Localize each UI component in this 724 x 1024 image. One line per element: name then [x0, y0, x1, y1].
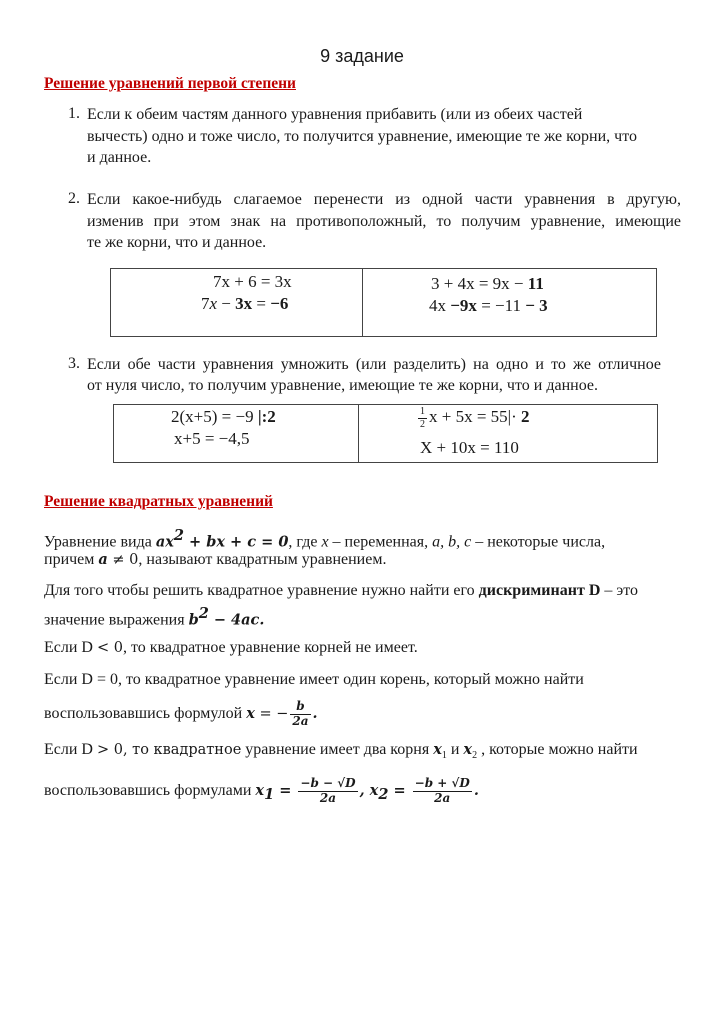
text-segment: Если D	[44, 741, 97, 758]
paragraph-line	[44, 550, 386, 570]
text-segment: x + 5x = 55|·	[429, 407, 521, 426]
text-segment: значение выражения	[44, 611, 189, 629]
paragraph-line	[44, 670, 584, 690]
text-segment: −	[217, 294, 236, 313]
example-table-2	[113, 404, 658, 463]
paragraph-line	[44, 638, 418, 658]
text-segment: x	[463, 741, 473, 758]
list-item-1-line	[87, 105, 582, 125]
text-segment: от нуля число, то получим уравнение, имеющие те же корни, что и данное.	[87, 377, 598, 394]
list-item-3-line	[87, 376, 598, 396]
text-segment: Если обе части уравнения умножить (или разделить) на одно и то же отличное	[87, 356, 661, 373]
example-table-1	[110, 268, 657, 337]
text-segment: − 3	[525, 296, 548, 315]
text-segment: изменив при этом знак на противоположный, то получим уравнение, имеющие	[87, 213, 681, 230]
text-segment: − 4ac.	[208, 611, 265, 629]
subscript: 1	[264, 786, 275, 804]
text-segment: < 0	[96, 640, 123, 656]
text-segment: , x	[359, 781, 379, 799]
paragraph-line	[44, 740, 638, 766]
text-segment: −6	[270, 294, 289, 313]
fraction	[298, 777, 357, 806]
text-segment: x	[255, 781, 265, 799]
text-segment: 3 + 4x = 9x −	[431, 274, 528, 293]
text-segment: 7	[201, 294, 210, 313]
text-segment: x	[246, 704, 255, 722]
text-segment: x+5 = −4,5	[174, 429, 250, 448]
text-segment: =	[274, 781, 297, 799]
text-segment: b	[188, 611, 199, 629]
text-segment: 4x	[429, 296, 451, 315]
text-segment: и данное.	[87, 149, 152, 166]
table-cell-right-line	[420, 437, 519, 459]
list-number: 3.	[68, 355, 80, 372]
text-segment: 2(x+5) = −9	[171, 407, 258, 426]
table-cell-left-line	[213, 271, 292, 293]
text-segment: Если D = 0, то квадратное уравнение имеет один корень, который можно найти	[44, 671, 584, 688]
text-segment: 2	[521, 407, 530, 426]
text-segment: > 0, то квадратное	[96, 742, 242, 758]
text-segment: x	[321, 533, 329, 551]
text-segment: , называют квадратным уравнением.	[138, 551, 387, 568]
fraction-denominator: 2a	[319, 790, 337, 805]
text-segment: ax	[155, 533, 174, 551]
text-segment: .	[312, 704, 318, 722]
paragraph-line	[44, 777, 479, 806]
list-item-1-line	[87, 148, 151, 168]
text-segment: a	[98, 551, 108, 568]
text-segment: x	[433, 741, 442, 758]
fraction-numerator: 1	[420, 406, 425, 418]
table-cell-right-line	[429, 295, 548, 317]
text-segment: x	[209, 294, 218, 313]
text-segment: Для того чтобы решить квадратное уравнение нужно найти его	[44, 582, 479, 599]
text-segment: и	[446, 741, 464, 758]
page-title: 9 задание	[320, 46, 404, 66]
table-cell-left-line	[201, 293, 288, 315]
text-segment: воспользовавшись формулами	[44, 781, 256, 799]
text-segment: 3x	[235, 294, 253, 313]
text-segment: ≠ 0	[107, 552, 139, 568]
text-segment: , которые можно найти	[477, 741, 638, 758]
text-segment: .	[473, 781, 479, 799]
section-heading-quadratic: Решение квадратных уравнений	[44, 493, 273, 510]
list-number: 1.	[68, 105, 80, 122]
list-item-2-line	[87, 212, 681, 232]
text-segment: a, b, c	[432, 533, 472, 551]
paragraph-line	[44, 526, 605, 552]
fraction-numerator: −b + √D	[414, 776, 470, 790]
text-segment: = −	[254, 705, 289, 722]
paragraph-line	[44, 700, 318, 729]
text-segment: вычесть) одно и тоже число, то получится уравнение, имеющие те же корни, что	[87, 128, 637, 145]
text-segment: =	[388, 781, 411, 799]
list-item-1-line	[87, 127, 637, 147]
fraction-numerator: b	[290, 700, 310, 715]
subscript: 2	[378, 786, 389, 804]
paragraph-line	[44, 581, 638, 601]
text-segment: – это	[600, 582, 639, 599]
list-number: 2.	[68, 190, 80, 207]
text-segment: причем	[44, 551, 99, 568]
table-cell-left-line	[174, 428, 250, 450]
text-segment: =	[252, 294, 271, 313]
fraction-numerator: −b − √D	[300, 776, 356, 790]
text-segment: = −11	[476, 296, 526, 315]
fraction-denominator: 2a	[292, 713, 309, 728]
subscript: 1	[441, 750, 447, 762]
text-segment: X + 10x = 110	[420, 438, 519, 457]
fraction	[290, 700, 310, 729]
text-segment: Если к обеим частям данного уравнения прибавить (или из обеих частей	[87, 106, 583, 123]
text-segment: , где	[288, 533, 322, 551]
table-cell-right-line	[416, 406, 530, 430]
text-segment: 11	[527, 274, 544, 293]
text-segment: 7x + 6 = 3x	[213, 272, 292, 291]
superscript: 2	[173, 527, 184, 544]
text-segment: уравнение имеет два корня	[241, 741, 434, 758]
fraction-denominator: 2	[420, 418, 425, 430]
subscript: 2	[472, 750, 478, 762]
text-segment: воспользовавшись формулой	[44, 704, 247, 722]
list-item-2-line	[87, 233, 266, 253]
text-segment: + bx + c = 0	[183, 533, 289, 551]
text-segment: |:2	[257, 407, 276, 426]
text-segment: – переменная,	[328, 533, 433, 551]
table-cell-left-line	[171, 406, 276, 428]
text-segment: те же корни, что и данное.	[87, 234, 267, 251]
text-segment: дискриминант D	[478, 582, 601, 599]
fraction-denominator: 2a	[434, 790, 451, 805]
text-segment: −9x	[450, 296, 477, 315]
list-item-2-line	[87, 190, 681, 210]
superscript: 2	[198, 605, 209, 622]
text-segment: Уравнение вида	[44, 533, 156, 551]
section-heading-linear: Решение уравнений первой степени	[44, 75, 296, 92]
text-segment: Если D	[44, 639, 97, 656]
table-cell-right-line	[431, 273, 544, 295]
fraction	[413, 777, 472, 806]
paragraph-line	[44, 604, 264, 630]
fraction	[418, 406, 427, 430]
text-segment: , то квадратное уравнение корней не имеет.	[122, 639, 418, 656]
list-item-3-line	[87, 355, 661, 375]
text-segment: Если какое-нибудь слагаемое перенести из одной части уравнения в другую,	[87, 191, 681, 208]
text-segment: – некоторые числа,	[471, 533, 606, 551]
